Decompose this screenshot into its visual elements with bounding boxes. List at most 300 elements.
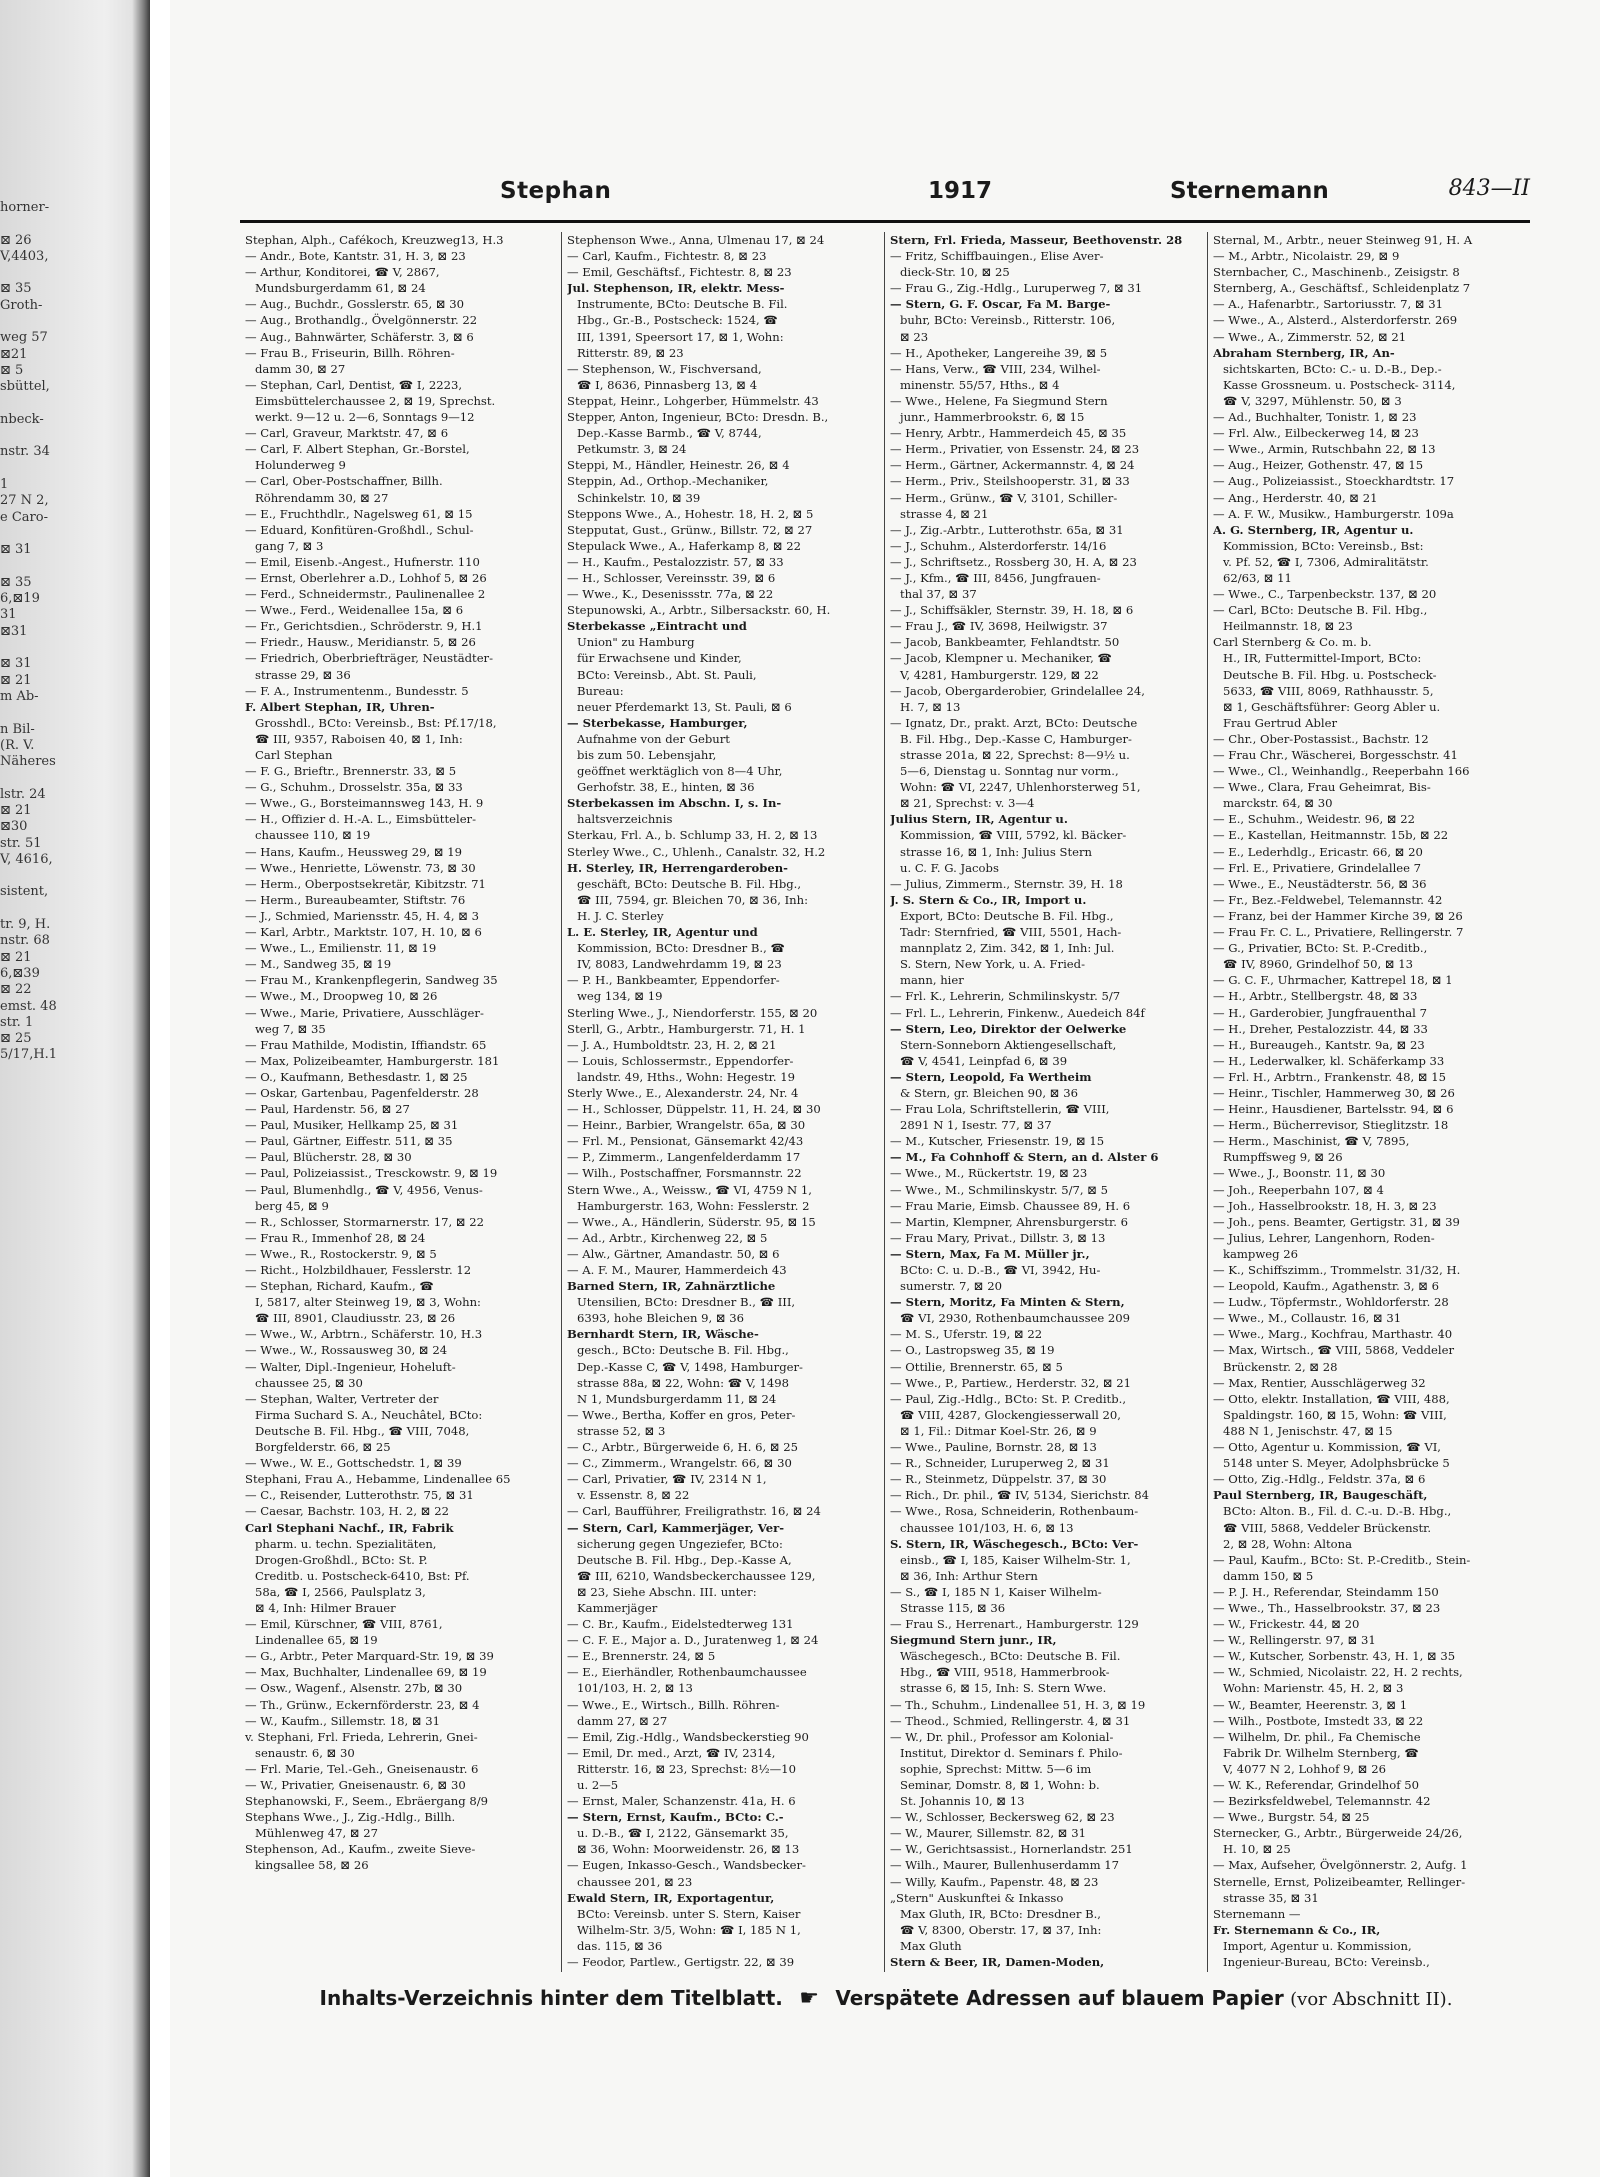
directory-entry-line: Paul Sternberg, IR, Baugeschäft, [1213, 1488, 1428, 1503]
directory-entry-line: — Frau Mathilde, Modistin, Iffiandstr. 65 [245, 1037, 487, 1052]
directory-entry-line: — J., Schmied, Mariensstr. 45, H. 4, ⊠ 3 [245, 908, 480, 923]
directory-entry-line: — Frau Mary, Privat., Dillstr. 3, ⊠ 13 [890, 1230, 1106, 1245]
directory-entry-line: — Fr., Gerichtsdien., Schröderstr. 9, H.1 [245, 619, 483, 634]
gutter-fragment: e Caro- [0, 509, 48, 525]
directory-entry-line: Seminar, Domstr. 8, ⊠ 1, Wohn: b. [900, 1778, 1100, 1792]
directory-entry-line: neuer Pferdemarkt 13, St. Pauli, ⊠ 6 [577, 699, 792, 714]
directory-entry-line: werkt. 9—12 u. 2—6, Sonntags 9—12 [255, 410, 475, 425]
directory-entry-line: — R., Schneider, Luruperweg 2, ⊠ 31 [890, 1456, 1110, 1471]
directory-entry-line: — Frau R., Immenhof 28, ⊠ 24 [245, 1230, 426, 1245]
directory-entry-line: — Franz, bei der Hammer Kirche 39, ⊠ 26 [1213, 908, 1463, 923]
directory-entry-line: — Martin, Klempner, Ahrensburgerstr. 6 [890, 1214, 1128, 1229]
directory-entry-line: H. 10, ⊠ 25 [1223, 1842, 1291, 1857]
gutter-fragment: ⊠ 31 [0, 656, 32, 672]
directory-entry-line: — Carl, F. Albert Stephan, Gr.-Borstel, [245, 442, 470, 457]
directory-entry-line: ⊠ 4, Inh: Hilmer Brauer [255, 1600, 396, 1615]
directory-entry-line: — Frl. K., Lehrerin, Schmilinskystr. 5/7 [890, 989, 1121, 1004]
directory-entry-line: — Herm., Oberpostsekretär, Kibitzstr. 71 [245, 876, 486, 891]
directory-entry-line: Jul. Stephenson, IR, elektr. Mess- [567, 281, 785, 296]
directory-entry-line: — M., Kutscher, Friesenstr. 19, ⊠ 15 [890, 1134, 1105, 1149]
directory-entry-line: — Stern, G. F. Oscar, Fa M. Barge- [890, 297, 1111, 312]
gutter-fragment: str. 51 [0, 835, 42, 851]
directory-entry-line: ⊠ 36, Inh: Arthur Stern [900, 1568, 1038, 1583]
directory-entry-line: Carl Stephan [255, 748, 333, 762]
directory-entry-line: ☎ III, 8901, Claudiusstr. 23, ⊠ 26 [255, 1311, 456, 1326]
directory-entry-line: Steppons Wwe., A., Hohestr. 18, H. 2, ⊠ 5 [567, 506, 814, 521]
directory-entry-line: v. Essenstr. 8, ⊠ 22 [577, 1488, 690, 1503]
directory-entry-line: — Wwe., Marie, Privatiere, Ausschläger- [245, 1005, 484, 1020]
directory-entry-line: das. 115, ⊠ 36 [577, 1938, 663, 1953]
directory-entry-line: — Frau M., Krankenpflegerin, Sandweg 35 [245, 973, 498, 988]
directory-entry-line: — Wwe., Helene, Fa Siegmund Stern [890, 393, 1108, 408]
directory-entry-line: BCto: C. u. D.-B., ☎ VI, 3942, Hu- [900, 1263, 1101, 1277]
directory-entry-line: — Wwe., W. E., Gottschedstr. 1, ⊠ 39 [245, 1456, 462, 1471]
directory-entry-line: — Max, Wirtsch., ☎ VIII, 5868, Veddeler [1213, 1343, 1455, 1358]
directory-entry-line: — W., Dr. phil., Professor am Kolonial- [890, 1729, 1114, 1744]
directory-entry-line: 488 N 1, Jenischstr. 47, ⊠ 15 [1223, 1423, 1393, 1438]
directory-entry-line: — W., Maurer, Sillemstr. 82, ⊠ 31 [890, 1826, 1086, 1841]
directory-entry-line: Stepunowski, A., Arbtr., Silbersackstr. 60, H. [567, 603, 831, 618]
directory-entry-line: Sternelle, Ernst, Polizeibeamter, Rellinger- [1213, 1874, 1466, 1889]
directory-entry-line: — E., Fruchthdlr., Nagelsweg 61, ⊠ 15 [245, 506, 473, 521]
directory-entry-line: Import, Agentur u. Kommission, [1223, 1938, 1412, 1953]
directory-entry-line: damm 150, ⊠ 5 [1223, 1568, 1314, 1583]
gutter-fragment: ⊠ 31 [0, 542, 32, 558]
gutter-fragment: (R. V. [0, 737, 35, 753]
directory-entry-line: ☎ III, 7594, gr. Bleichen 70, ⊠ 36, Inh: [577, 892, 809, 907]
directory-entry-line: Stern, Frl. Frieda, Masseur, Beethovenstr. 28 [890, 233, 1183, 247]
header-year: 1917 [928, 178, 993, 204]
directory-entry-line: — M., Sandweg 35, ⊠ 19 [245, 957, 392, 972]
directory-entry-line: — Osw., Wagenf., Alsenstr. 27b, ⊠ 30 [245, 1681, 463, 1696]
directory-entry-line: — W. K., Referendar, Grindelhof 50 [1213, 1778, 1419, 1792]
directory-entry-line: — Walter, Dipl.-Ingenieur, Hoheluft- [245, 1359, 456, 1374]
page-header [240, 178, 1530, 212]
directory-entry-line: — Aug., Bahnwärter, Schäferstr. 3, ⊠ 6 [245, 329, 474, 344]
directory-entry-line: — C., Reisender, Lutterothstr. 75, ⊠ 31 [245, 1488, 474, 1503]
gutter-fragment: 1 [0, 477, 9, 493]
directory-entry-line: — Carl, Kaufm., Fichtestr. 8, ⊠ 23 [567, 249, 767, 264]
directory-entry-line: — Joh., pens. Beamter, Gertigstr. 31, ⊠ 39 [1213, 1214, 1460, 1229]
directory-entry-line: — C., Arbtr., Bürgerweide 6, H. 6, ⊠ 25 [567, 1440, 799, 1455]
directory-entry-line: Steppi, M., Händler, Heinestr. 26, ⊠ 4 [567, 458, 790, 473]
directory-entry-line: — Carl, BCto: Deutsche B. Fil. Hbg., [1213, 603, 1428, 618]
directory-column-4 [1208, 232, 1532, 1972]
directory-entry-line: — Ottilie, Brennerstr. 65, ⊠ 5 [890, 1359, 1063, 1374]
directory-entry-line: — Herm., Privatier, von Essenstr. 24, ⊠ 23 [890, 442, 1140, 457]
directory-entry-line: Abraham Sternberg, IR, An- [1213, 345, 1395, 360]
directory-entry-line: — G., Arbtr., Peter Marquard-Str. 19, ⊠ 39 [245, 1649, 494, 1664]
gutter-fragment [0, 265, 120, 281]
gutter-fragment [0, 705, 120, 721]
directory-entry-line: — C., Zimmerm., Wrangelstr. 66, ⊠ 30 [567, 1456, 792, 1471]
gutter-fragment: lstr. 24 [0, 786, 46, 802]
directory-entry-line: — Julius, Lehrer, Langenhorn, Roden- [1213, 1230, 1435, 1245]
directory-entry-line: Wohn: ☎ VI, 2247, Uhlenhorsterweg 51, [900, 780, 1141, 795]
directory-entry-line: — Hans, Verw., ☎ VIII, 234, Wilhel- [890, 361, 1101, 376]
directory-entry-line: — Arthur, Konditorei, ☎ V, 2867, [245, 265, 440, 280]
directory-entry-line: strasse 4, ⊠ 21 [900, 506, 989, 521]
directory-entry-line: — Ad., Buchhalter, Tonistr. 1, ⊠ 23 [1213, 410, 1417, 425]
directory-entry-line: — Herm., Priv., Steilshooperstr. 31, ⊠ 33 [890, 474, 1130, 489]
directory-entry-line: Siegmund Stern junr., IR, [890, 1633, 1057, 1648]
directory-entry-line: Export, BCto: Deutsche B. Fil. Hbg., [900, 908, 1114, 923]
directory-entry-line: v. Pf. 52, ☎ I, 7306, Admiralitätstr. [1223, 554, 1429, 569]
directory-entry-line: — Theod., Schmied, Rellingerstr. 4, ⊠ 31 [890, 1713, 1131, 1728]
directory-entry-line: buhr, BCto: Vereinsb., Ritterstr. 106, [900, 313, 1116, 328]
directory-entry-line: — F. G., Brieftr., Brennerstr. 33, ⊠ 5 [245, 764, 457, 779]
directory-entry-line: — Wwe., M., Rückertstr. 19, ⊠ 23 [890, 1166, 1088, 1181]
directory-entry-line: Sterly Wwe., E., Alexanderstr. 24, Nr. 4 [567, 1085, 799, 1100]
directory-entry-line: V, 4077 N 2, Lohhof 9, ⊠ 26 [1223, 1761, 1386, 1776]
directory-entry-line [890, 1970, 1202, 1972]
directory-entry-line: — A. F. M., Maurer, Hammerdeich 43 [567, 1263, 787, 1277]
directory-entry-line: L. E. Sterley, IR, Agentur und [567, 925, 758, 940]
directory-entry-line: St. Johannis 10, ⊠ 13 [900, 1794, 1025, 1809]
directory-entry-line: — Wwe., Clara, Frau Geheimrat, Bis- [1213, 780, 1431, 795]
directory-entry-line: — Wwe., K., Desenissstr. 77a, ⊠ 22 [567, 587, 774, 602]
directory-entry-line: — P., Zimmerm., Langenfelderdamm 17 [567, 1150, 801, 1165]
directory-column-1 [240, 232, 562, 1972]
directory-entry-line: — Ferd., Schneidermstr., Paulinenallee 2 [245, 587, 486, 602]
directory-entry-line: — Stephan, Walter, Vertreter der [245, 1391, 439, 1406]
directory-entry-line: — Herm., Gärtner, Ackermannstr. 4, ⊠ 24 [890, 458, 1135, 473]
directory-entry-line: Stephans Wwe., J., Zig.-Hdlg., Billh. [245, 1810, 456, 1825]
directory-entry-line: Ritterstr. 16, ⊠ 23, Sprechst: 8½—10 [577, 1761, 796, 1776]
directory-entry-line: ⊠ 36, Wohn: Moorweidenstr. 26, ⊠ 13 [577, 1842, 800, 1857]
directory-entry-line: Institut, Direktor d. Seminars f. Philo- [900, 1745, 1123, 1760]
directory-entry-line: Bernhardt Stern, IR, Wäsche- [567, 1327, 759, 1342]
directory-entry-line: — Paul, Kaufm., BCto: St. P.-Creditb., Stein- [1213, 1552, 1471, 1567]
gutter-fragment: ⊠ 35 [0, 574, 32, 590]
directory-entry-line: — Louis, Schlossermstr., Eppendorfer- [567, 1053, 794, 1068]
directory-entry-line: 2891 N 1, Isestr. 77, ⊠ 37 [900, 1118, 1052, 1133]
directory-entry-line: gang 7, ⊠ 3 [255, 538, 324, 553]
directory-entry-line: 5148 unter S. Meyer, Adolphsbrücke 5 [1223, 1456, 1450, 1471]
directory-entry-line: — Friedrich, Oberbriefträger, Neustädter- [245, 651, 494, 666]
gutter-fragment [0, 868, 120, 884]
directory-entry-line: — Ignatz, Dr., prakt. Arzt, BCto: Deutsche [890, 715, 1138, 730]
directory-entry-line: Brückenstr. 2, ⊠ 28 [1223, 1359, 1338, 1374]
directory-entry-line: strasse 201a, ⊠ 22, Sprechst: 8—9½ u. [900, 748, 1130, 762]
gutter-fragment: V,4403, [0, 248, 49, 264]
directory-entry-line: strasse 6, ⊠ 15, Inh: S. Stern Wwe. [900, 1681, 1107, 1696]
gutter-fragment: sistent, [0, 884, 49, 900]
directory-entry-line: sichtskarten, BCto: C.- u. D.-B., Dep.- [1223, 361, 1442, 376]
directory-entry-line: — Frau S., Herrenart., Hamburgerstr. 129 [890, 1617, 1139, 1632]
directory-entry-line: Stepputat, Gust., Grünw., Billstr. 72, ⊠ 27 [567, 522, 813, 537]
header-last-name: Sternemann [1170, 178, 1329, 204]
directory-entry-line: — Emil, Geschäftsf., Fichtestr. 8, ⊠ 23 [567, 265, 792, 280]
directory-entry-line: — H., Schlosser, Vereinsstr. 39, ⊠ 6 [567, 570, 776, 585]
directory-entry-line: ☎ VI, 2930, Rothenbaumchaussee 209 [900, 1311, 1131, 1326]
directory-entry-line: Firma Suchard S. A., Neuchâtel, BCto: [255, 1407, 483, 1422]
directory-entry-line: — Heinr., Tischler, Hammerweg 30, ⊠ 26 [1213, 1085, 1455, 1100]
directory-entry-line: — Stephenson, W., Fischversand, [567, 361, 762, 376]
directory-entry-line: — Caesar, Bachstr. 103, H. 2, ⊠ 22 [245, 1504, 449, 1519]
directory-entry-line: ⊠ 23, Siehe Abschn. III. unter: [577, 1584, 757, 1599]
directory-entry-line: marckstr. 64, ⊠ 30 [1223, 796, 1333, 811]
directory-entry-line: — Aug., Polizeiassist., Stoeckhardtstr. 17 [1213, 474, 1455, 489]
directory-entry-line: — J., Zig.-Arbtr., Lutterothstr. 65a, ⊠ 31 [890, 522, 1124, 537]
directory-entry-line: Sternecker, G., Arbtr., Bürgerweide 24/26, [1213, 1826, 1463, 1841]
directory-entry-line: — Andr., Bote, Kantstr. 31, H. 3, ⊠ 23 [245, 249, 466, 264]
directory-entry-line: — W., Schmied, Nicolaistr. 22, H. 2 rechts, [1213, 1665, 1463, 1680]
directory-entry-line: 5633, ☎ VIII, 8069, Rathhausstr. 5, [1223, 683, 1434, 698]
directory-entry-line: — Paul, Polizeiassist., Tresckowstr. 9, ⊠ 19 [245, 1166, 498, 1181]
directory-entry-line: ☎ V, 3297, Mühlenstr. 50, ⊠ 3 [1223, 393, 1402, 408]
gutter-fragment: ⊠ 21 [0, 949, 32, 965]
directory-entry-line: Ingenieur-Bureau, BCto: Vereinsb., [1223, 1955, 1430, 1970]
directory-entry-line: — Max, Polizeibeamter, Hamburgerstr. 181 [245, 1053, 500, 1068]
directory-entry-line: weg 7, ⊠ 35 [255, 1021, 326, 1036]
directory-entry-line: Wäschegesch., BCto: Deutsche B. Fil. [900, 1649, 1121, 1664]
directory-entry-line: — Fr., Bez.-Feldwebel, Telemannstr. 42 [1213, 892, 1443, 907]
directory-entry-line: Sterley Wwe., C., Uhlenh., Canalstr. 32, H.2 [567, 844, 826, 859]
gutter-fragment: 31 [0, 607, 17, 623]
directory-entry-line: — Paul, Gärtner, Eiffestr. 511, ⊠ 35 [245, 1134, 453, 1149]
directory-entry-line: dieck-Str. 10, ⊠ 25 [900, 265, 1010, 280]
directory-entry-line: Hamburgerstr. 163, Wohn: Fesslerstr. 2 [577, 1198, 810, 1213]
gutter-fragment: nstr. 34 [0, 444, 50, 460]
directory-entry-line: — Wwe., Th., Hasselbrookstr. 37, ⊠ 23 [1213, 1600, 1441, 1615]
directory-entry-line: — Paul, Zig.-Hdlg., BCto: St. P. Creditb., [890, 1391, 1127, 1406]
directory-entry-line: — Eduard, Konfitüren-Großhdl., Schul- [245, 522, 474, 537]
directory-entry-line: — Wilh., Postschaffner, Forsmannstr. 22 [567, 1166, 802, 1181]
directory-entry-line: — Rich., Dr. phil., ☎ IV, 5134, Sierichstr. 84 [890, 1488, 1150, 1503]
directory-entry-line: — Wwe., Armin, Rutschbahn 22, ⊠ 13 [1213, 442, 1436, 457]
directory-entry-line: — A. F. W., Musikw., Hamburgerstr. 109a [1213, 506, 1454, 521]
directory-columns [240, 232, 1532, 1972]
directory-entry-line: landstr. 49, Hths., Wohn: Hegestr. 19 [577, 1069, 796, 1084]
directory-entry-line: — Stern, Moritz, Fa Minten & Stern, [890, 1295, 1125, 1310]
directory-entry-line: — Richt., Holzbildhauer, Fesslerstr. 12 [245, 1263, 472, 1277]
directory-entry-line: ⊠ 1, Fil.: Ditmar Koel-Str. 26, ⊠ 9 [900, 1423, 1097, 1438]
directory-entry-line: — M. S., Uferstr. 19, ⊠ 22 [890, 1327, 1043, 1342]
gutter-fragment: 5/17,H.1 [0, 1047, 58, 1063]
directory-entry-line: Sternal, M., Arbtr., neuer Steinweg 91, H. A [1213, 233, 1473, 247]
directory-entry-line: Grosshdl., BCto: Vereinsb., Bst: Pf.17/18, [255, 715, 497, 730]
directory-entry-line: Hbg., Gr.-B., Postscheck: 1524, ☎ [577, 313, 778, 328]
directory-entry-line: — Otto, elektr. Installation, ☎ VIII, 488, [1213, 1391, 1450, 1406]
directory-entry-line: Aufnahme von der Geburt [577, 731, 730, 746]
previous-page-edge [0, 0, 150, 2177]
directory-entry-line: Stephenson, Ad., Kaufm., zweite Sieve- [245, 1842, 476, 1857]
directory-entry-line: — Joh., Hasselbrookstr. 18, H. 3, ⊠ 23 [1213, 1198, 1437, 1213]
directory-entry-line: Ewald Stern, IR, Exportagentur, [567, 1890, 775, 1905]
gutter-fragment: emst. 48 [0, 998, 57, 1014]
directory-entry-line: — Feodor, Partlew., Gertigstr. 22, ⊠ 39 [567, 1955, 795, 1970]
directory-entry-line: — P. H., Bankbeamter, Eppendorfer- [567, 973, 780, 988]
directory-entry-line: — S., ☎ I, 185 N 1, Kaiser Wilhelm- [890, 1584, 1102, 1599]
directory-entry-line: A. G. Sternberg, IR, Agentur u. [1213, 522, 1414, 537]
directory-entry-line: — Wwe., E., Wirtsch., Billh. Röhren- [567, 1697, 780, 1712]
directory-entry-line: — Alw., Gärtner, Amandastr. 50, ⊠ 6 [567, 1246, 780, 1261]
directory-entry-line: — Ernst, Oberlehrer a.D., Lohhof 5, ⊠ 26 [245, 570, 487, 585]
directory-entry-line: — Heinr., Hausdiener, Bartelsstr. 94, ⊠ 6 [1213, 1102, 1454, 1117]
directory-entry-line: geschäft, BCto: Deutsche B. Fil. Hbg., [577, 876, 802, 891]
directory-entry-line: ☎ I, 8636, Pinnasberg 13, ⊠ 4 [577, 377, 758, 392]
directory-entry-line: Max Gluth, IR, BCto: Dresdner B., [900, 1906, 1101, 1921]
directory-entry-line: sicherung gegen Ungeziefer, BCto: [577, 1536, 783, 1551]
directory-entry-line: Wilhelm-Str. 3/5, Wohn: ☎ I, 185 N 1, [577, 1922, 801, 1937]
directory-entry-line: — Joh., Reeperbahn 107, ⊠ 4 [1213, 1182, 1384, 1197]
directory-entry-line [567, 1970, 879, 1972]
directory-entry-line: — G., Schuhm., Drosselstr. 35a, ⊠ 33 [245, 780, 463, 795]
directory-entry-line: — Frl. Marie, Tel.-Geh., Gneisenaustr. 6 [245, 1761, 479, 1776]
directory-entry-line: ☎ III, 6210, Wandsbeckerchaussee 129, [577, 1568, 816, 1583]
directory-entry-line: kingsallee 58, ⊠ 26 [255, 1858, 369, 1873]
directory-entry-line: geöffnet werktäglich von 8—4 Uhr, [577, 764, 783, 779]
directory-entry-line: & Stern, gr. Bleichen 90, ⊠ 36 [900, 1085, 1078, 1100]
directory-entry-line: — Frl. L., Lehrerin, Finkenw., Auedeich 84f [890, 1005, 1145, 1020]
directory-entry-line: Holunderweg 9 [255, 458, 346, 473]
footer-section-note: (vor Abschnitt II). [1290, 1989, 1453, 2010]
directory-entry-line: Dep.-Kasse C, ☎ V, 1498, Hamburger- [577, 1359, 803, 1374]
directory-entry-line: Fabrik Dr. Wilhelm Sternberg, ☎ [1223, 1745, 1419, 1760]
gutter-fragment: ⊠ 25 [0, 1031, 32, 1047]
directory-entry-line: Stepper, Anton, Ingenieur, BCto: Dresdn. B., [567, 410, 829, 425]
directory-entry-line: — Leopold, Kaufm., Agathenstr. 3, ⊠ 6 [1213, 1279, 1440, 1294]
directory-entry-line: — H., Bureaugeh., Kantstr. 9a, ⊠ 23 [1213, 1037, 1425, 1052]
directory-entry-line: — Hans, Kaufm., Heussweg 29, ⊠ 19 [245, 844, 462, 859]
directory-entry-line: u. D.-B., ☎ I, 2122, Gänsemarkt 35, [577, 1826, 789, 1841]
directory-entry-line: — W., Rellingerstr. 97, ⊠ 31 [1213, 1633, 1376, 1648]
directory-entry-line: — Heinr., Barbier, Wrangelstr. 65a, ⊠ 30 [567, 1118, 806, 1133]
directory-entry-line: 58a, ☎ I, 2566, Paulsplatz 3, [255, 1584, 426, 1599]
directory-entry-line: — Fritz, Schiffbauingen., Elise Aver- [890, 249, 1104, 264]
directory-entry-line: Röhrendamm 30, ⊠ 27 [255, 490, 389, 505]
directory-entry-line: — Ludw., Töpfermstr., Wohldorferstr. 28 [1213, 1295, 1449, 1310]
directory-entry-line: — C. F. E., Major a. D., Juratenweg 1, ⊠ 24 [567, 1633, 819, 1648]
directory-entry-line: — J. A., Humboldtstr. 23, H. 2, ⊠ 21 [567, 1037, 777, 1052]
directory-entry-line: Wohn: Marienstr. 45, H. 2, ⊠ 3 [1223, 1681, 1404, 1696]
footer-late-addresses: Verspätete Adressen auf blauem Papier [835, 1986, 1284, 2010]
gutter-fragment [0, 216, 120, 232]
directory-entry-line: Kammerjäger [577, 1600, 658, 1615]
directory-entry-line: H. Sterley, IR, Herrengarderoben- [567, 860, 788, 875]
directory-entry-line: — Emil, Zig.-Hdlg., Wandsbeckerstieg 90 [567, 1729, 809, 1744]
directory-entry-line: kampweg 26 [1223, 1246, 1298, 1261]
directory-entry-line: Stephanowski, F., Seem., Ebräergang 8/9 [245, 1794, 489, 1809]
directory-entry-line: Barned Stern, IR, Zahnärztliche [567, 1279, 776, 1294]
directory-entry-line: I, 5817, alter Steinweg 19, ⊠ 3, Wohn: [255, 1295, 481, 1310]
directory-entry-line: v. Stephani, Frl. Frieda, Lehrerin, Gnei- [245, 1729, 478, 1744]
directory-entry-line: — K., Schiffszimm., Trommelstr. 31/32, H. [1213, 1263, 1461, 1277]
gutter-fragment [0, 396, 120, 412]
directory-entry-line: S. Stern, IR, Wäschegesch., BCto: Ver- [890, 1536, 1139, 1551]
directory-entry-line: 2, ⊠ 28, Wohn: Altona [1223, 1536, 1353, 1551]
gutter-fragment [0, 314, 120, 330]
directory-entry-line [1213, 1970, 1527, 1972]
directory-entry-line: — H., Dreher, Pestalozzistr. 44, ⊠ 33 [1213, 1021, 1428, 1036]
directory-entry-line: — Paul, Blumenhdlg., ☎ V, 4956, Venus- [245, 1182, 483, 1197]
directory-entry-line: Strasse 115, ⊠ 36 [900, 1600, 1006, 1615]
gutter-fragment: ⊠30 [0, 819, 28, 835]
directory-entry-line: Creditb. u. Postscheck-6410, Bst: Pf. [255, 1568, 470, 1583]
directory-entry-line: — H., Arbtr., Stellbergstr. 48, ⊠ 33 [1213, 989, 1418, 1004]
directory-entry-line: — Wwe., P., Partiew., Herderstr. 32, ⊠ 21 [890, 1375, 1131, 1390]
directory-entry-line: — Carl, Privatier, ☎ IV, 2314 N 1, [567, 1472, 767, 1487]
directory-entry-line: — Oskar, Gartenbau, Pagenfelderstr. 28 [245, 1085, 479, 1100]
gutter-fragment: m Ab- [0, 688, 39, 704]
directory-entry-line: damm 30, ⊠ 27 [255, 361, 346, 376]
directory-entry-line: Sterling Wwe., J., Niendorferstr. 155, ⊠ 20 [567, 1005, 818, 1020]
gutter-fragment: ⊠ 21 [0, 802, 32, 818]
directory-entry-line: strasse 35, ⊠ 31 [1223, 1890, 1319, 1905]
gutter-fragment: nstr. 68 [0, 933, 50, 949]
directory-entry-line: Stephan, Alph., Cafékoch, Kreuzweg13, H.3 [245, 233, 504, 247]
directory-entry-line: Sterbekassen im Abschn. I, s. In- [567, 796, 782, 811]
directory-entry-line: Deutsche B. Fil. Hbg., ☎ VIII, 7048, [255, 1423, 470, 1438]
gutter-fragment: 6,⊠19 [0, 591, 40, 607]
directory-entry-line: — Aug., Buchdr., Gosslerstr. 65, ⊠ 30 [245, 297, 465, 312]
directory-entry-line: — Ernst, Maler, Schanzenstr. 41a, H. 6 [567, 1794, 796, 1809]
directory-entry-line: — E., Schuhm., Weidestr. 96, ⊠ 22 [1213, 812, 1416, 827]
directory-entry-line: — Frau Lola, Schriftstellerin, ☎ VIII, [890, 1102, 1110, 1117]
directory-entry-line: — Wwe., Burgstr. 54, ⊠ 25 [1213, 1810, 1370, 1825]
gutter-fragment [0, 770, 120, 786]
directory-entry-line: ☎ IV, 8960, Grindelhof 50, ⊠ 13 [1223, 957, 1413, 972]
gutter-fragment: V, 4616, [0, 851, 53, 867]
directory-entry-line: für Erwachsene und Kinder, [577, 651, 742, 666]
directory-entry-line: — Stern, Max, Fa M. Müller jr., [890, 1246, 1090, 1261]
directory-entry-line: — Stern, Ernst, Kaufm., BCto: C.- [567, 1810, 784, 1825]
directory-entry-line: Mühlenweg 47, ⊠ 27 [255, 1826, 379, 1841]
directory-entry-line: — H., Apotheker, Langereihe 39, ⊠ 5 [890, 345, 1108, 360]
directory-entry-line: strasse 52, ⊠ 3 [577, 1423, 666, 1438]
directory-entry-line: Spaldingstr. 160, ⊠ 15, Wohn: ☎ VIII, [1223, 1407, 1447, 1422]
directory-entry-line: Stephani, Frau A., Hebamme, Lindenallee 65 [245, 1472, 511, 1487]
directory-entry-line: J. S. Stern & Co., IR, Import u. [890, 892, 1087, 907]
directory-entry-line: — Herm., Bureaubeamter, Stiftstr. 76 [245, 892, 466, 907]
directory-entry-line: — W., Kaufm., Sillemstr. 18, ⊠ 31 [245, 1713, 441, 1728]
directory-entry-line: — Wilhelm, Dr. phil., Fa Chemische [1213, 1729, 1421, 1744]
directory-entry-line: Sterll, G., Arbtr., Hamburgerstr. 71, H. 1 [567, 1021, 806, 1036]
directory-entry-line: Instrumente, BCto: Deutsche B. Fil. [577, 297, 788, 312]
directory-entry-line: berg 45, ⊠ 9 [255, 1198, 329, 1213]
directory-entry-line: sumerstr. 7, ⊠ 20 [900, 1279, 1002, 1294]
directory-entry-line: — C. Br., Kaufm., Eidelstedterweg 131 [567, 1617, 794, 1632]
directory-entry-line: — Chr., Ober-Postassist., Bachstr. 12 [1213, 731, 1429, 746]
directory-entry-line: — Ang., Herderstr. 40, ⊠ 21 [1213, 490, 1378, 505]
directory-entry-line: Fr. Sternemann & Co., IR, [1213, 1922, 1381, 1937]
directory-entry-line: — Frl. M., Pensionat, Gänsemarkt 42/43 [567, 1134, 804, 1149]
gutter-fragment: ⊠ 35 [0, 281, 32, 297]
directory-entry-line: — Wwe., Rosa, Schneiderin, Rothenbaum- [890, 1504, 1139, 1519]
directory-entry-line: damm 27, ⊠ 27 [577, 1713, 668, 1728]
gutter-fragment: 6,⊠39 [0, 965, 40, 981]
directory-entry-line: thal 37, ⊠ 37 [900, 587, 977, 602]
directory-entry-line: — H., Offizier d. H.-A. L., Eimsbütteler- [245, 812, 477, 827]
directory-entry-line: — Stern, Leo, Direktor der Oelwerke [890, 1021, 1127, 1036]
directory-entry-line: — G., Privatier, BCto: St. P.-Creditb., [1213, 941, 1428, 956]
directory-entry-line: Deutsche B. Fil. Hbg. u. Postscheck- [1223, 667, 1437, 682]
directory-entry-line: Drogen-Großhdl., BCto: St. P. [255, 1552, 428, 1567]
directory-entry-line: — Th., Grünw., Eckernförderstr. 23, ⊠ 4 [245, 1697, 480, 1712]
directory-entry-line: — Herm., Maschinist, ☎ V, 7895, [1213, 1134, 1410, 1149]
directory-entry-line: minenstr. 55/57, Hths., ⊠ 4 [900, 377, 1060, 392]
directory-entry-line: gesch., BCto: Deutsche B. Fil. Hbg., [577, 1343, 789, 1358]
header-rule [240, 220, 1530, 223]
directory-entry-line: — Friedr., Hausw., Meridianstr. 5, ⊠ 26 [245, 635, 476, 650]
directory-entry-line: — Max, Rentier, Ausschlägerweg 32 [1213, 1375, 1426, 1390]
directory-entry-line: — Carl, Graveur, Marktstr. 47, ⊠ 6 [245, 426, 449, 441]
directory-entry-line: — E., Lederhdlg., Ericastr. 66, ⊠ 20 [1213, 844, 1423, 859]
directory-entry-line: — O., Kaufmann, Bethesdastr. 1, ⊠ 25 [245, 1069, 468, 1084]
directory-entry-line: — Paul, Hardenstr. 56, ⊠ 27 [245, 1102, 410, 1117]
directory-entry-line: — Wilh., Maurer, Bullenhuserdamm 17 [890, 1858, 1119, 1873]
